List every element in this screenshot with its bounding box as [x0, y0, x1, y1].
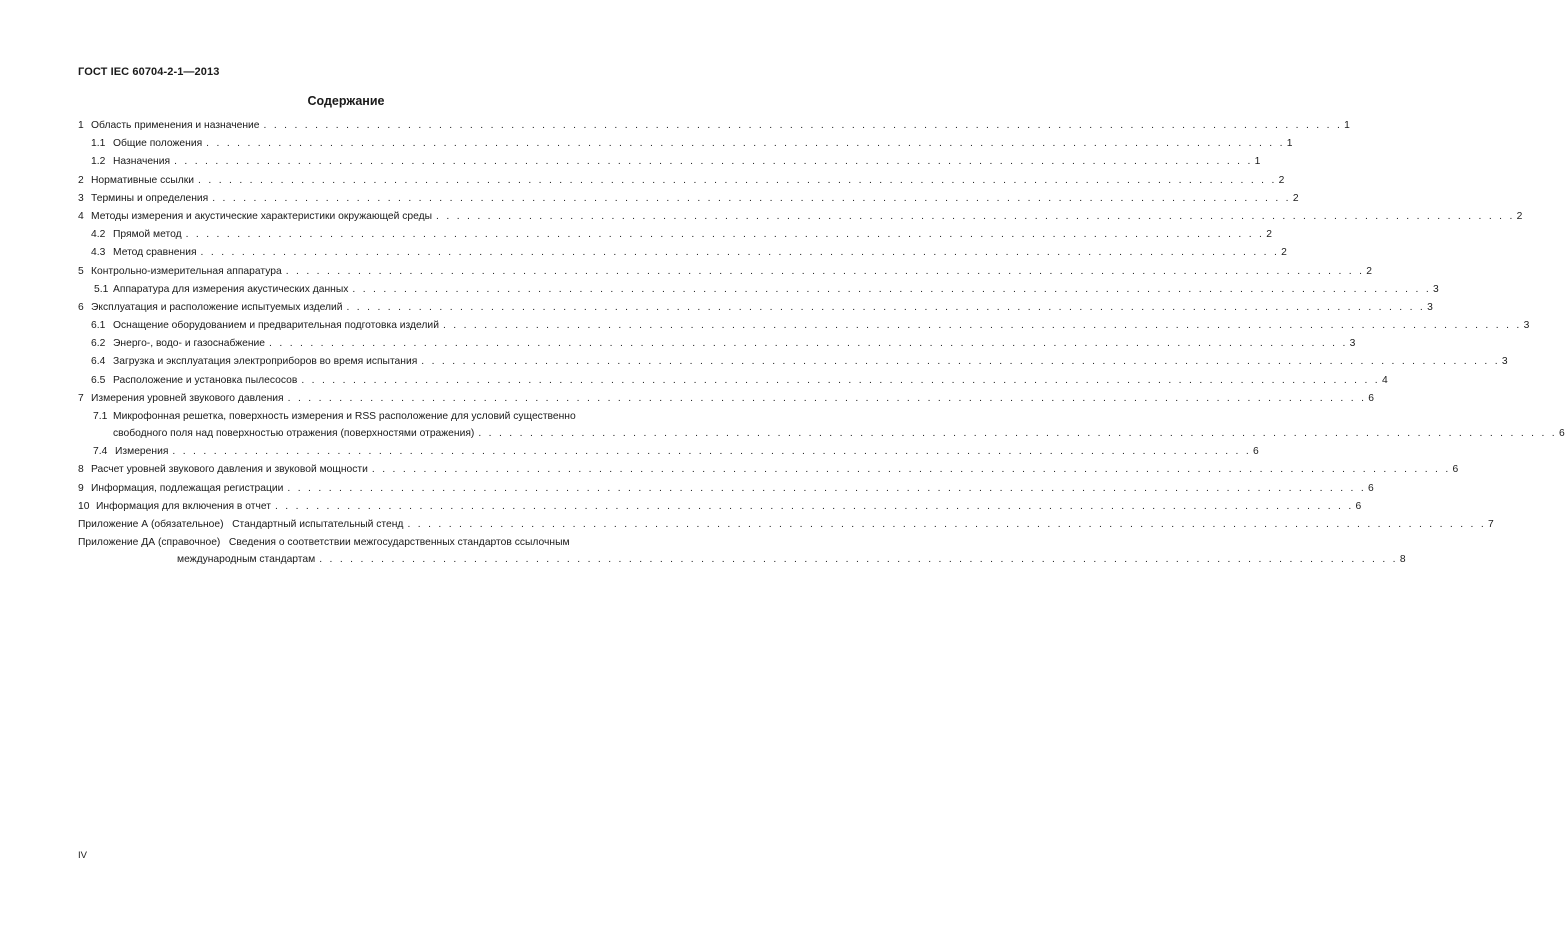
page-title: Содержание — [307, 94, 385, 108]
toc-entry-title: Расчет уровней звукового давления и звуковой мощности — [91, 464, 368, 476]
dot-leader — [287, 483, 1366, 494]
toc-entry[interactable] — [78, 247, 1287, 265]
toc-entry-number: 1 — [78, 120, 84, 131]
toc-entry[interactable] — [78, 283, 1439, 302]
toc-entry-title: Термины и определения — [91, 192, 209, 204]
toc-entry[interactable] — [78, 392, 1374, 411]
dot-leader — [372, 464, 1451, 475]
document-header: ГОСТ IEC 60704-2-1—2013 — [78, 66, 220, 78]
dot-leader — [186, 229, 1265, 240]
dot-leader — [478, 428, 1557, 439]
toc-entry-title: Метод сравнения — [113, 247, 197, 259]
dot-leader — [286, 266, 1365, 277]
toc-entry-page: 7 — [1488, 518, 1494, 530]
toc-entry-title: Информация, подлежащая регистрации — [91, 482, 284, 494]
toc-entry-page: 2 — [1281, 247, 1287, 259]
toc-entry[interactable] — [78, 320, 1530, 338]
toc-entry-number: 1.1 — [91, 138, 106, 150]
toc-entry[interactable] — [78, 120, 1350, 138]
toc-entry-page: 3 — [1427, 301, 1433, 313]
dot-leader — [421, 356, 1500, 367]
toc-entry-title: Оснащение оборудованием и предварительная подготовка изделий — [113, 320, 439, 332]
toc-entry-title: Назначения — [113, 156, 171, 168]
toc-entry-page: 3 — [1432, 283, 1439, 295]
toc-entry[interactable] — [78, 446, 1259, 464]
dot-leader — [212, 193, 1291, 204]
toc-entry-title: Область применения и назначение — [91, 120, 260, 131]
dot-leader — [301, 375, 1380, 386]
toc-entry-page: 2 — [1366, 265, 1373, 277]
toc-entry-number: 9 — [78, 482, 84, 494]
toc-entry-page: 6 — [1355, 500, 1362, 512]
toc-entry-number: 1.2 — [91, 156, 106, 168]
toc-entry-title: Измерения уровней звукового давления — [91, 392, 284, 404]
toc-entry-number: 6.1 — [91, 320, 106, 332]
toc-entry[interactable] — [78, 174, 1285, 193]
toc-entry[interactable] — [78, 229, 1272, 247]
toc-entry-title: Загрузка и эксплуатация электроприборов во время испытания — [113, 356, 418, 368]
toc-entry-title-line2: свободного поля над поверхностью отражения (поверхностями отражения) — [113, 428, 475, 439]
dot-leader — [319, 554, 1398, 565]
toc-entry-page: 4 — [1381, 374, 1388, 386]
toc-entry-page: 2 — [1266, 229, 1272, 241]
toc-entry[interactable] — [78, 210, 1523, 229]
dot-leader — [206, 138, 1285, 149]
dot-leader — [264, 120, 1343, 131]
toc-entry-title: Эксплуатация и расположение испытуемых изделий — [91, 301, 343, 313]
toc-entry-page: 8 — [1399, 554, 1406, 566]
toc-entry-number: 8 — [78, 464, 84, 476]
toc-entry-number: 10 — [78, 500, 90, 512]
toc-entry-title: Аппаратура для измерения акустических данных — [113, 283, 349, 295]
toc-entry-title: Методы измерения и акустические характеристики окружающей среды — [91, 210, 433, 222]
toc-entry-page: 6 — [1452, 464, 1459, 476]
toc-entry[interactable] — [78, 338, 1356, 356]
toc-entry-number: 7.1 — [93, 411, 108, 422]
toc-entry-page: 1 — [1286, 138, 1293, 150]
dot-leader — [352, 284, 1431, 295]
toc-entry-title: Нормативные ссылки — [91, 174, 195, 186]
toc-entry[interactable] — [78, 374, 1388, 393]
dot-leader — [269, 338, 1348, 349]
toc-entry-appendix-multiline[interactable] — [78, 537, 1406, 572]
toc-entry-number: 4 — [78, 210, 84, 222]
toc-entry-title: Приложение А (обязательное) Стандартный испытательный стенд — [78, 518, 404, 530]
toc-entry-title: Контрольно-измерительная аппаратура — [91, 265, 282, 277]
dot-leader — [443, 320, 1522, 331]
toc-entry-page: 1 — [1254, 156, 1261, 168]
toc-entry-number: 4.3 — [91, 247, 106, 259]
toc-entry-number: 6.2 — [91, 338, 106, 350]
toc-entry-number: 6.4 — [91, 356, 106, 368]
toc-entry-page: 3 — [1349, 338, 1356, 350]
toc-entry-page: 6 — [1368, 482, 1374, 494]
dot-leader — [201, 247, 1280, 258]
toc-entry-number: 6 — [78, 301, 84, 313]
toc-entry-title: Расположение и установка пылесосов — [113, 374, 298, 386]
toc-entry-page: 1 — [1344, 120, 1350, 131]
toc-entry[interactable] — [78, 500, 1362, 519]
dot-leader — [346, 302, 1425, 313]
toc-entry-title-line2: международным стандартам — [177, 554, 316, 566]
toc-entry-title-line1: Приложение ДА (справочное) Сведения о соответствии межгосударственных стандартов ссылочным — [78, 537, 570, 549]
toc-entry[interactable] — [78, 301, 1433, 320]
toc-entry-page: 2 — [1292, 192, 1299, 204]
toc-entry-number: 3 — [78, 192, 84, 204]
toc-entry-page: 6 — [1253, 446, 1259, 458]
toc-entry-title: Прямой метод — [113, 229, 182, 241]
toc-entry-page: 3 — [1523, 320, 1530, 332]
toc-entry-number: 6.5 — [91, 374, 106, 386]
toc-entry-page: 2 — [1278, 174, 1285, 186]
toc-entry-page: 6 — [1368, 392, 1374, 404]
toc-entry-number: 7.4 — [93, 446, 108, 458]
toc-entry-page: 3 — [1501, 356, 1508, 368]
toc-entry[interactable] — [78, 138, 1293, 156]
toc-entry-title: Информация для включения в отчет — [96, 500, 271, 512]
toc-entry-number: 7 — [78, 392, 84, 404]
dot-leader — [198, 175, 1277, 186]
toc-entry-title: Измерения — [115, 446, 169, 458]
toc-entry[interactable] — [78, 482, 1374, 501]
dot-leader — [407, 519, 1486, 530]
dot-leader — [275, 501, 1354, 512]
toc-entry-number: 5 — [78, 265, 84, 277]
toc-entry-number: 4.2 — [91, 229, 106, 241]
toc-entry[interactable] — [78, 356, 1508, 374]
table-of-contents — [78, 120, 1565, 572]
page-number: IV — [78, 850, 87, 861]
toc-entry-title-line1: Микрофонная решетка, поверхность измерения и RSS расположение для условий существенно — [113, 411, 576, 422]
toc-entry-title: Энерго-, водо- и газоснабжение — [113, 338, 266, 350]
toc-entry-appendix[interactable] — [78, 518, 1494, 537]
toc-entry-number: 5.1 — [94, 283, 109, 295]
toc-entry-multiline[interactable] — [78, 411, 1565, 446]
dot-leader — [172, 446, 1251, 457]
toc-entry[interactable] — [78, 265, 1373, 284]
toc-entry-page: 6 — [1558, 428, 1565, 439]
dot-leader — [174, 156, 1253, 167]
toc-entry[interactable] — [78, 156, 1261, 174]
toc-entry[interactable] — [78, 192, 1299, 211]
toc-entry[interactable] — [78, 464, 1459, 482]
toc-entry-title: Общие положения — [113, 138, 203, 150]
dot-leader — [436, 211, 1515, 222]
toc-entry-page: 2 — [1516, 210, 1523, 222]
dot-leader — [288, 393, 1367, 404]
toc-entry-number: 2 — [78, 174, 84, 186]
